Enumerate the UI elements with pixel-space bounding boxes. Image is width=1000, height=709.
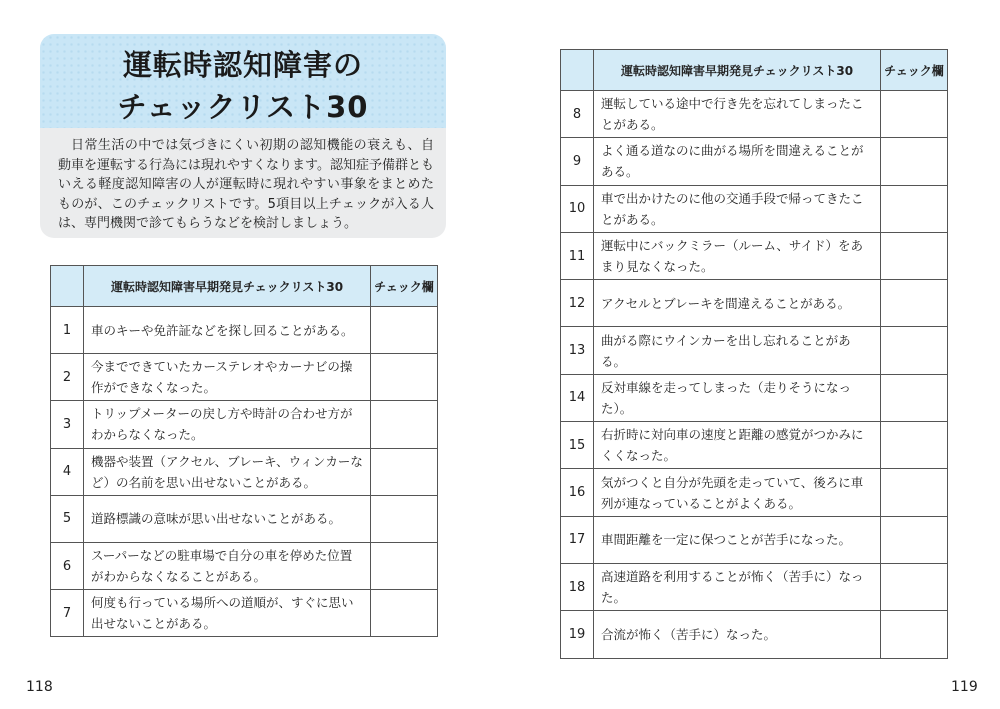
- check-cell[interactable]: [881, 469, 948, 516]
- check-cell[interactable]: [881, 280, 948, 327]
- row-number: 16: [561, 469, 594, 516]
- check-cell[interactable]: [371, 495, 438, 542]
- check-cell[interactable]: [881, 232, 948, 279]
- row-text: 機器や装置（アクセル、ブレーキ、ウィンカーなど）の名前を思い出せないことがある。: [84, 448, 371, 495]
- row-number: 6: [51, 542, 84, 589]
- row-number: 15: [561, 422, 594, 469]
- row-text: 反対車線を走ってしまった（走りそうになった）。: [594, 374, 881, 421]
- row-number: 12: [561, 280, 594, 327]
- table-row: [561, 138, 948, 185]
- row-text: 道路標識の意味が思い出せないことがある。: [84, 495, 371, 542]
- table-row: [561, 232, 948, 279]
- row-text: 車のキーや免許証などを探し回ることがある。: [84, 307, 371, 354]
- checklist-table-left: [50, 265, 438, 637]
- row-text: 高速道路を利用することが怖く（苦手に）なった。: [594, 563, 881, 610]
- row-text: よく通る道なのに曲がる場所を間違えることがある。: [594, 138, 881, 185]
- row-number: 9: [561, 138, 594, 185]
- check-cell[interactable]: [881, 185, 948, 232]
- row-number: 19: [561, 611, 594, 658]
- check-cell[interactable]: [371, 354, 438, 401]
- row-number: 10: [561, 185, 594, 232]
- table-row: [51, 307, 438, 354]
- row-number: 1: [51, 307, 84, 354]
- row-number: 18: [561, 563, 594, 610]
- table-row: [561, 563, 948, 610]
- table-row: [51, 495, 438, 542]
- check-cell[interactable]: [371, 590, 438, 637]
- table-row: [561, 185, 948, 232]
- row-number: 7: [51, 590, 84, 637]
- table-row: [561, 516, 948, 563]
- row-number: 5: [51, 495, 84, 542]
- row-number: 8: [561, 91, 594, 138]
- check-cell[interactable]: [371, 448, 438, 495]
- row-text: 車間距離を一定に保つことが苦手になった。: [594, 516, 881, 563]
- row-text: 運転中にバックミラー（ルーム、サイド）をあまり見なくなった。: [594, 232, 881, 279]
- check-cell[interactable]: [881, 422, 948, 469]
- row-text: 合流が怖く（苦手に）なった。: [594, 611, 881, 658]
- title-line-2: チェックリスト30: [117, 90, 369, 124]
- table-row: [561, 422, 948, 469]
- table-row: [51, 590, 438, 637]
- page-number-left: 118: [26, 679, 53, 695]
- row-number: 4: [51, 448, 84, 495]
- table-row: [561, 374, 948, 421]
- checklist-table-right: [560, 49, 948, 659]
- row-number: 3: [51, 401, 84, 448]
- check-cell[interactable]: [881, 327, 948, 374]
- check-cell[interactable]: [881, 563, 948, 610]
- row-text: 気がつくと自分が先頭を走っていて、後ろに車列が連なっていることがよくある。: [594, 469, 881, 516]
- title-line-1: 運転時認知障害の: [122, 48, 363, 82]
- check-cell[interactable]: [881, 91, 948, 138]
- row-text: トリップメーターの戻し方や時計の合わせ方がわからなくなった。: [84, 401, 371, 448]
- table-header-title: 運転時認知障害早期発見チェックリスト30: [594, 50, 881, 91]
- intro-text: 日常生活の中では気づきにくい初期の認知機能の衰えも、自動車を運転する行為には現れやすくなります。認知症予備群ともいえる軽度認知障害の人が運転時に現れやすい事象をまとめたものが、このチェックリストです。5項目以上チェックが入る人は、専門機関で診てもらうなどを検討しましょう。: [58, 138, 434, 231]
- check-cell[interactable]: [881, 138, 948, 185]
- check-cell[interactable]: [371, 542, 438, 589]
- table-header-check: チェック欄: [371, 266, 438, 307]
- table-row: [51, 542, 438, 589]
- check-cell[interactable]: [881, 611, 948, 658]
- row-text: 運転している途中で行き先を忘れてしまったことがある。: [594, 91, 881, 138]
- table-row: [51, 448, 438, 495]
- row-number: 13: [561, 327, 594, 374]
- table-row: [561, 327, 948, 374]
- table-row: [561, 280, 948, 327]
- page-number-right: 119: [951, 679, 978, 695]
- check-cell[interactable]: [371, 307, 438, 354]
- table-row: [561, 91, 948, 138]
- table-row: [561, 469, 948, 516]
- table-header-num: [51, 266, 84, 307]
- check-cell[interactable]: [881, 374, 948, 421]
- row-number: 14: [561, 374, 594, 421]
- row-text: 右折時に対向車の速度と距離の感覚がつかみにくくなった。: [594, 422, 881, 469]
- table-header-title: 運転時認知障害早期発見チェックリスト30: [84, 266, 371, 307]
- row-text: 今までできていたカーステレオやカーナビの操作ができなくなった。: [84, 354, 371, 401]
- table-row: [51, 354, 438, 401]
- table-header-num: [561, 50, 594, 91]
- row-text: 曲がる際にウインカーを出し忘れることがある。: [594, 327, 881, 374]
- table-row: [561, 611, 948, 658]
- row-number: 2: [51, 354, 84, 401]
- row-text: スーパーなどの駐車場で自分の車を停めた位置がわからなくなることがある。: [84, 542, 371, 589]
- row-number: 11: [561, 232, 594, 279]
- table-header-check: チェック欄: [881, 50, 948, 91]
- page-title: [40, 44, 446, 128]
- row-text: 何度も行っている場所への道順が、すぐに思い出せないことがある。: [84, 590, 371, 637]
- row-text: アクセルとブレーキを間違えることがある。: [594, 280, 881, 327]
- row-text: 車で出かけたのに他の交通手段で帰ってきたことがある。: [594, 185, 881, 232]
- row-number: 17: [561, 516, 594, 563]
- check-cell[interactable]: [881, 516, 948, 563]
- check-cell[interactable]: [371, 401, 438, 448]
- table-row: [51, 401, 438, 448]
